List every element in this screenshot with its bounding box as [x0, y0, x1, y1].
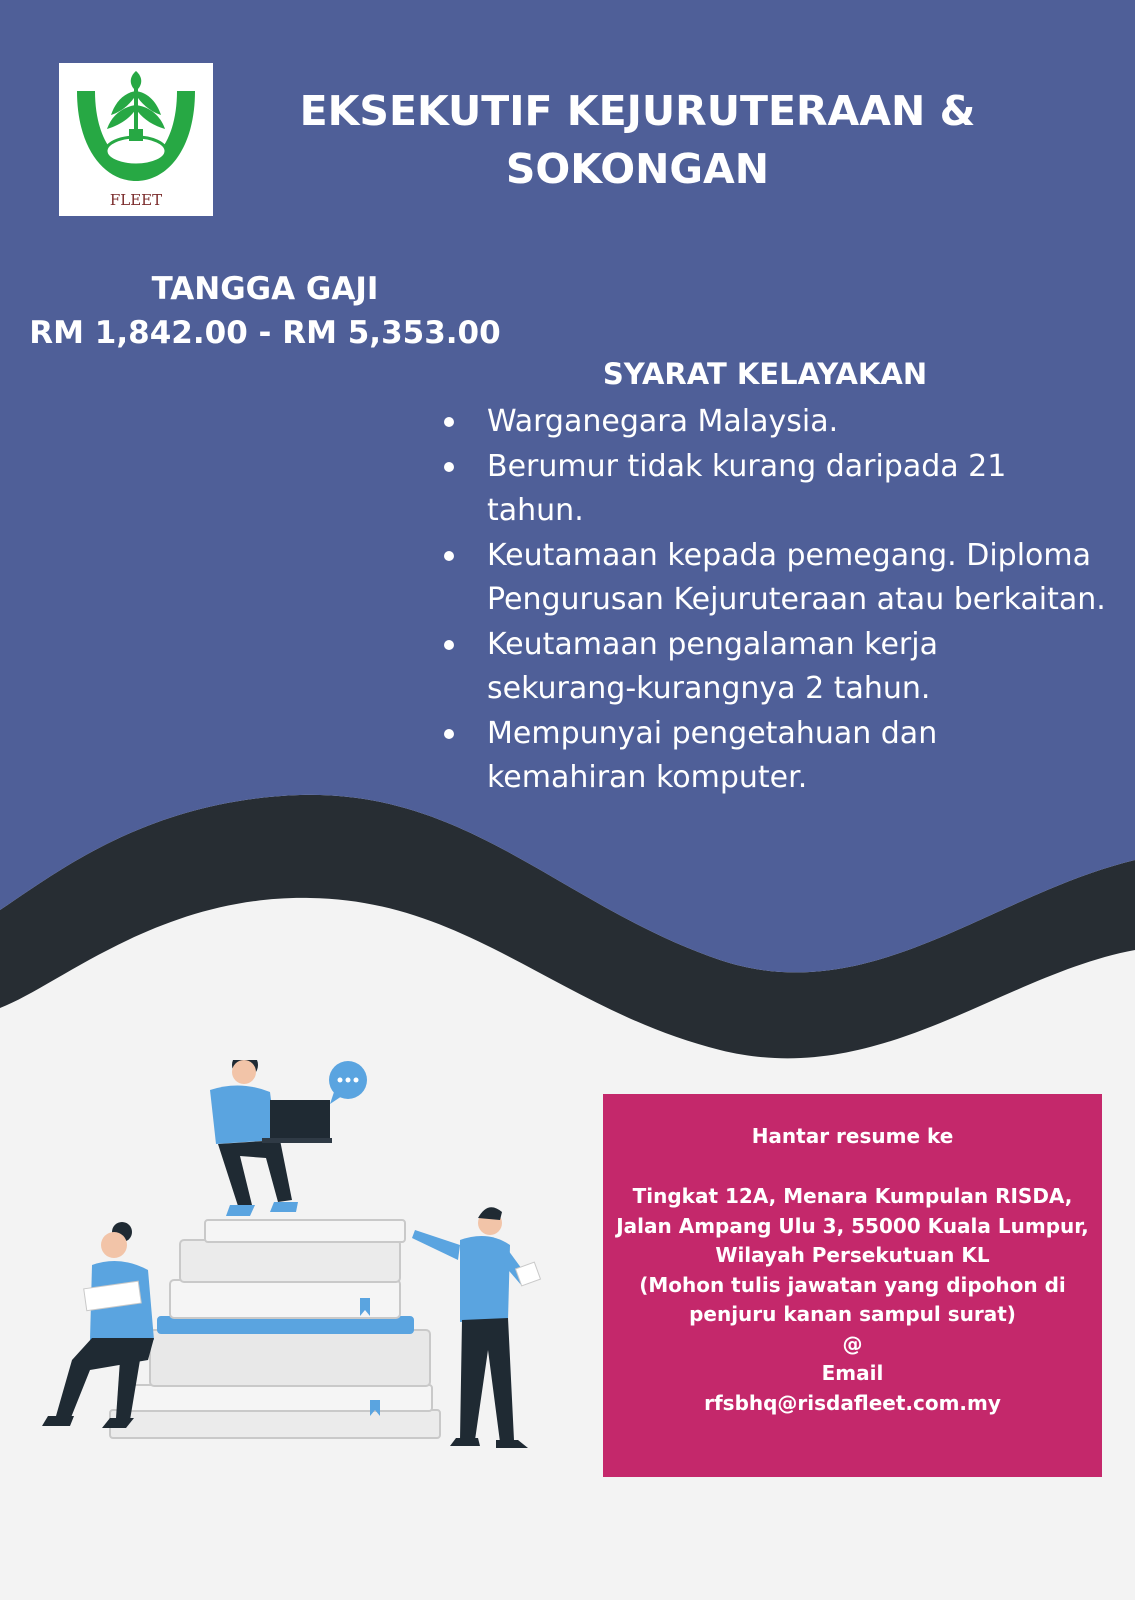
person-laptop [210, 1060, 332, 1216]
contact-box [603, 1094, 1102, 1477]
salary-label: TANGGA GAJI [151, 271, 379, 307]
contact-heading: Hantar resume ke [751, 1124, 954, 1148]
address-line-2: Jalan Ampang Ulu 3, 55000 Kuala Lumpur, [616, 1213, 1089, 1238]
note-line-1: (Mohon tulis jawatan yang dipohon di [639, 1272, 1066, 1297]
title-line-2: SOKONGAN [505, 145, 770, 193]
logo-fleet-text: FLEET [109, 191, 163, 209]
email-label: Email [821, 1361, 884, 1385]
people-studying-illustration [30, 1060, 570, 1480]
salary-value: RM 1,842.00 - RM 5,353.00 [29, 315, 501, 351]
requirements-list [442, 400, 1122, 801]
address-line-3: Wilayah Persekutuan KL [715, 1243, 990, 1267]
requirement-item: Berumur tidak kurang daripada 21 tahun. [442, 445, 1047, 534]
email-address[interactable]: rfsbhq@risdafleet.com.my [704, 1390, 1001, 1415]
requirements-title: SYARAT KELAYAKAN [602, 357, 928, 391]
page-title [280, 82, 995, 198]
requirement-item: Keutamaan kepada pemegang. Diploma Pengurusan Kejuruteraan atau berkaitan. [442, 534, 1127, 623]
at-symbol: @ [842, 1331, 863, 1356]
book-stack [110, 1220, 440, 1438]
chat-bubble-icon [329, 1061, 367, 1104]
address-line-1: Tingkat 12A, Menara Kumpulan RISDA, [632, 1184, 1073, 1208]
requirement-item: Mempunyai pengetahuan dan kemahiran komputer. [442, 712, 1007, 801]
risda-fleet-logo [59, 63, 213, 216]
title-line-1: EKSEKUTIF KEJURUTERAAN & [299, 87, 976, 135]
requirement-item: Warganegara Malaysia. [442, 400, 1122, 445]
contact-body [603, 1182, 1102, 1418]
note-line-2: penjuru kanan sampul surat) [689, 1302, 1016, 1326]
requirement-item: Keutamaan pengalaman kerja sekurang-kurangnya 2 tahun. [442, 623, 1007, 712]
salary-section [20, 268, 510, 356]
